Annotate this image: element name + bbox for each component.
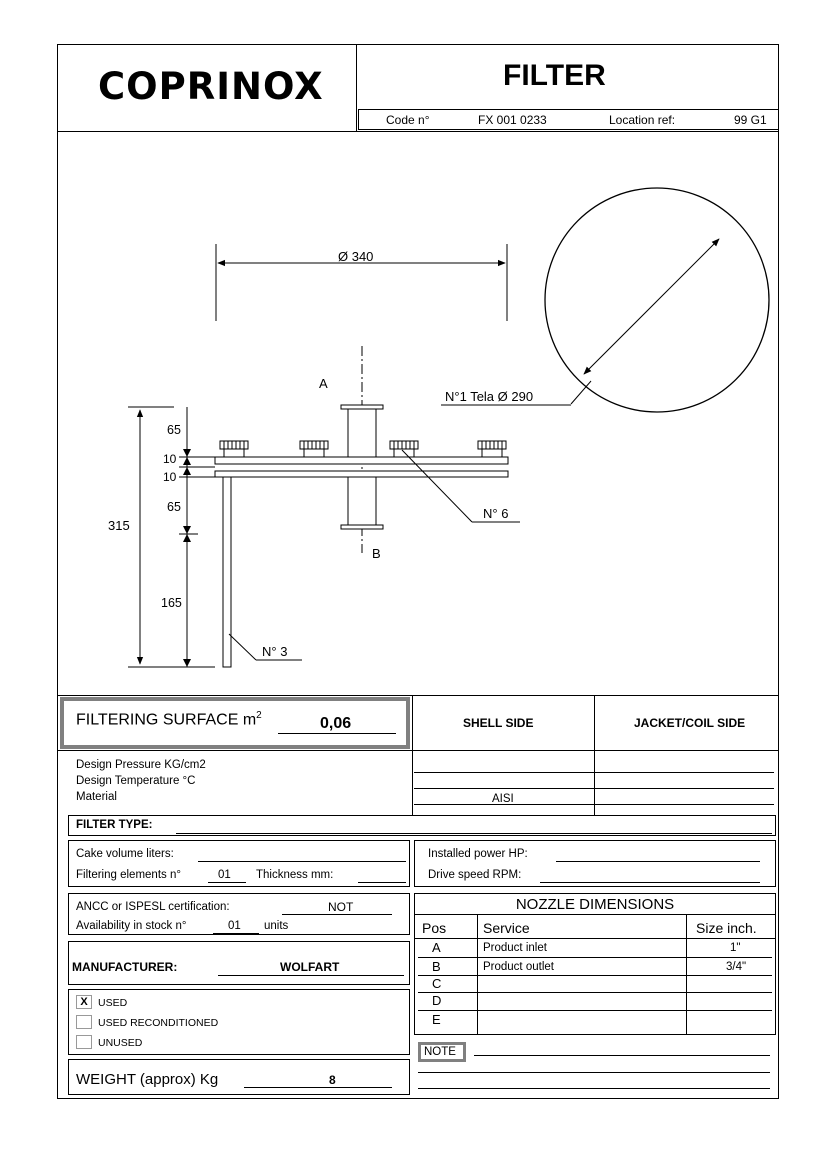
unused-label: UNUSED: [98, 1037, 143, 1049]
nozzle-row-line: [418, 957, 772, 958]
nozzle-header-service: Service: [483, 920, 530, 936]
stock-units: units: [264, 920, 289, 932]
filter-type-line: [176, 833, 772, 834]
location-label: Location ref:: [609, 113, 676, 127]
leg-count-label: N° 3: [262, 644, 288, 659]
nozzle-row-d-pos: D: [432, 993, 442, 1008]
filtering-surface-underline: [278, 733, 396, 734]
installed-power-line: [556, 861, 760, 862]
design-top-line: [58, 750, 412, 751]
col-divider-jacket: [594, 695, 595, 815]
nozzle-top: [348, 407, 376, 457]
nozzle-row-a-service: Product inlet: [483, 942, 547, 954]
dim-65-mid-text: 65: [167, 500, 181, 514]
nozzle-row-b-pos: B: [432, 959, 441, 974]
screen-label: N°1 Tela Ø 290: [445, 389, 534, 404]
code-value: FX 001 0233: [478, 113, 547, 127]
bottom-plate: [215, 471, 508, 477]
dim-315-text: 315: [108, 518, 130, 533]
weight-line: [244, 1087, 392, 1088]
filtering-surface-value: 0,06: [320, 715, 352, 732]
nozzle-header-pos: Pos: [422, 920, 447, 936]
nozzle-row-a-pos: A: [432, 940, 441, 955]
cake-volume-line: [198, 861, 406, 862]
point-a-label: A: [319, 376, 328, 391]
certification-label: ANCC or ISPESL certification:: [76, 901, 230, 913]
header-divider: [356, 45, 357, 131]
technical-drawing: [58, 131, 778, 691]
unused-checkbox[interactable]: [76, 1035, 92, 1049]
filtering-elements-label: Filtering elements n°: [76, 869, 181, 881]
used-checkbox[interactable]: X: [76, 995, 92, 1009]
dim-165-text: 165: [161, 596, 182, 610]
nozzle-row-a-size: 1": [730, 942, 741, 954]
material-line: [414, 804, 774, 805]
nozzle-row-b-size: 3/4": [726, 961, 747, 973]
leg-leader: [229, 634, 256, 660]
filter-type-label: FILTER TYPE:: [76, 819, 153, 831]
drive-speed-label: Drive speed RPM:: [428, 869, 522, 881]
nozzle-row-e-pos: E: [432, 1012, 441, 1027]
material-label: Material: [76, 791, 117, 803]
filtering-surface-label: [76, 710, 262, 729]
headers-bottom-line: [412, 750, 778, 751]
shell-material-value: AISI: [492, 793, 514, 805]
installed-power-label: Installed power HP:: [428, 848, 528, 860]
pressure-line: [414, 772, 774, 773]
used-label: USED: [98, 997, 128, 1009]
note-line-2: [418, 1072, 770, 1073]
drive-speed-line: [540, 882, 760, 883]
code-label: Code n°: [386, 113, 430, 127]
support-leg: [223, 477, 231, 667]
reconditioned-checkbox[interactable]: [76, 1015, 92, 1029]
nozzle-row-line: [418, 975, 772, 976]
temperature-line: [414, 788, 774, 789]
filtering-elements-value: 01: [218, 869, 231, 881]
nozzle-bottom-flange: [341, 525, 383, 529]
dim-65-top-text: 65: [167, 423, 181, 437]
filtering-surface-label-text: FILTERING SURFACE m: [76, 711, 257, 729]
nozzle-row-line: [418, 992, 772, 993]
certification-line: [282, 914, 392, 915]
knob-count-label: N° 6: [483, 506, 509, 521]
filtering-surface-unit-sup: 2: [256, 710, 262, 721]
nozzle-row-line: [418, 1010, 772, 1011]
location-value: 99 G1: [734, 113, 767, 127]
stock-label: Availability in stock n°: [76, 920, 187, 932]
screen-diameter-line: [584, 239, 719, 374]
design-temperature-label: Design Temperature °C: [76, 775, 196, 787]
nozzle-bottom: [348, 473, 376, 525]
nozzle-title-line: [414, 914, 776, 915]
nozzle-header-line: [414, 938, 776, 939]
manufacturer-label: MANUFACTURER:: [72, 960, 178, 974]
certification-value: NOT: [328, 900, 354, 914]
dim-10-b-text: 10: [163, 470, 177, 484]
datasheet: [57, 44, 779, 1099]
thickness-line: [358, 882, 406, 883]
stock-value: 01: [228, 920, 241, 932]
nozzle-top-flange: [341, 405, 383, 409]
weight-value: 8: [329, 1073, 336, 1087]
design-pressure-label: Design Pressure KG/cm2: [76, 759, 206, 771]
jacket-side-header: JACKET/COIL SIDE: [634, 716, 746, 730]
document-title: FILTER: [503, 59, 606, 92]
thickness-label: Thickness mm:: [256, 869, 334, 881]
point-b-label: B: [372, 546, 381, 561]
stock-line: [213, 933, 259, 934]
nozzle-row-b-service: Product outlet: [483, 961, 554, 973]
screen-circle: [545, 188, 769, 412]
company-logo: COPRINOX: [98, 65, 324, 108]
nozzle-header-size: Size inch.: [696, 920, 757, 936]
note-line-1: [474, 1055, 770, 1056]
filtering-elements-line: [208, 882, 246, 883]
cake-volume-label: Cake volume liters:: [76, 848, 174, 860]
manufacturer-line: [218, 975, 404, 976]
nozzle-row-c-pos: C: [432, 976, 442, 991]
screen-leader: [571, 381, 591, 404]
note-line-3: [418, 1088, 770, 1089]
reconditioned-label: USED RECONDITIONED: [98, 1017, 219, 1029]
top-plate: [215, 457, 508, 464]
weight-label: WEIGHT (approx) Kg: [76, 1071, 219, 1088]
table-top-line: [58, 695, 778, 696]
note-label: NOTE: [424, 1046, 456, 1058]
dim-340-text: Ø 340: [338, 249, 374, 264]
col-divider-top: [412, 695, 413, 815]
manufacturer-value: WOLFART: [280, 960, 340, 974]
nozzle-table-title: NOZZLE DIMENSIONS: [515, 896, 675, 913]
dim-10-a-text: 10: [163, 452, 177, 466]
shell-side-header: SHELL SIDE: [463, 716, 534, 730]
